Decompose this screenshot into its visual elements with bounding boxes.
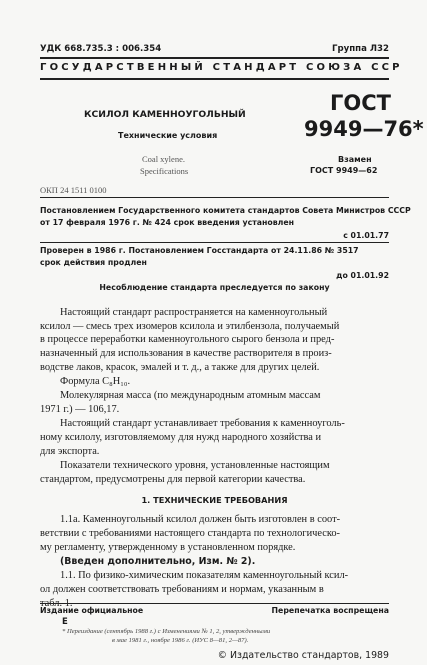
revision-line-1: Проверен в 1986 г. Постановлением Госстандарта от 24.11.86 № 3517	[40, 246, 359, 255]
section-line: 1.1. По физико-химическим показателям каменноугольный ксил-	[60, 570, 349, 581]
copyright: © Издательство стандартов, 1989	[217, 650, 389, 661]
body-line: 1971 г.) — 106,17.	[40, 404, 120, 415]
section-heading: 1. ТЕХНИЧЕСКИЕ ТРЕБОВАНИЯ	[141, 495, 288, 505]
title-rule	[40, 197, 389, 198]
body-line: Настоящий стандарт устанавливает требования к каменноуголь-	[60, 418, 345, 429]
revision-line-2: срок действия продлен	[40, 258, 147, 267]
gost-label: ГОСТ	[330, 91, 391, 115]
decree-line-1: Постановлением Государственного комитета стандартов Совета Министров СССР	[40, 206, 411, 215]
body-line: для экспорта.	[40, 446, 100, 457]
official-edition: Издание официальное	[40, 606, 144, 615]
legal-warning: Несоблюдение стандарта преследуется по закону	[99, 283, 330, 292]
latin-title: Coal xylene.	[142, 154, 185, 164]
body-line: стандартом, предусмотрены для первой категории качества.	[40, 474, 306, 485]
section-line: му регламенту, утвержденному в установленном порядке.	[40, 542, 296, 553]
replaces-label: Взамен	[338, 155, 372, 164]
formula-line: Формула C₈H₁₀.	[60, 376, 131, 387]
reissue-note-2: в мае 1981 г., ноябре 1986 г. (ИУС 8—81, 2—87).	[112, 637, 249, 644]
standard-name: КСИЛОЛ КАМЕННОУГОЛЬНЫЙ	[84, 109, 246, 120]
replaces-value: ГОСТ 9949—62	[310, 166, 378, 175]
standard-subtitle: Технические условия	[118, 131, 218, 140]
reprint-prohibited: Перепечатка воспрещена	[271, 606, 389, 615]
amendment-note: (Введен дополнительно, Изм. № 2).	[60, 556, 256, 567]
decree-line-2: от 17 февраля 1976 г. № 424 срок введения установлен	[40, 218, 295, 227]
gost-number: 9949—76*	[304, 117, 424, 141]
body-line: Молекулярная масса (по международным атомным массам	[60, 390, 321, 401]
body-line: ному ксилолу, изготовляемому для нужд народного хозяйства и	[40, 432, 322, 443]
standard-banner: ГОСУДАРСТВЕННЫЙ СТАНДАРТ СОЮЗА ССР	[40, 62, 403, 73]
effective-date: с 01.01.77	[343, 231, 389, 240]
group-code: Группа Л32	[332, 44, 389, 54]
body-line: Показатели технического уровня, установленные настоящим	[60, 460, 330, 471]
okp-code: ОКП 24 1511 0100	[40, 185, 107, 195]
latin-subtitle: Specifications	[140, 166, 189, 176]
decree-rule	[40, 242, 389, 243]
reissue-note-1: * Переиздание (сентябрь 1988 г.) с Изменениями № 1, 2, утвержденными	[62, 628, 271, 635]
body-line: ксилол — смесь трех изомеров ксилола и этилбензола, получаемый	[40, 321, 340, 332]
header-rule-top	[40, 57, 389, 59]
udc-code: УДК 668.735.3 : 006.354	[40, 44, 162, 54]
section-line: ол должен соответствовать требованиям и нормам, указанным в	[40, 584, 324, 595]
edition-letter: Е	[62, 617, 68, 627]
footer-rule	[40, 603, 389, 604]
body-line: в процессе переработки каменноугольного сырого бензола и пред-	[40, 334, 335, 345]
body-line: назначенный для использования в качестве растворителя в произ-	[40, 348, 332, 359]
extended-date: до 01.01.92	[336, 271, 389, 280]
body-line: Настоящий стандарт распространяется на каменноугольный	[60, 307, 328, 318]
section-line: ветствии с требованиями настоящего стандарта по технологическо-	[40, 528, 341, 539]
header-rule-bottom	[40, 78, 389, 80]
body-line: водстве лаков, красок, эмалей и т. д., а также для других целей.	[40, 362, 320, 373]
section-line: 1.1а. Каменноугольный ксилол должен быть изготовлен в соот-	[60, 514, 341, 525]
